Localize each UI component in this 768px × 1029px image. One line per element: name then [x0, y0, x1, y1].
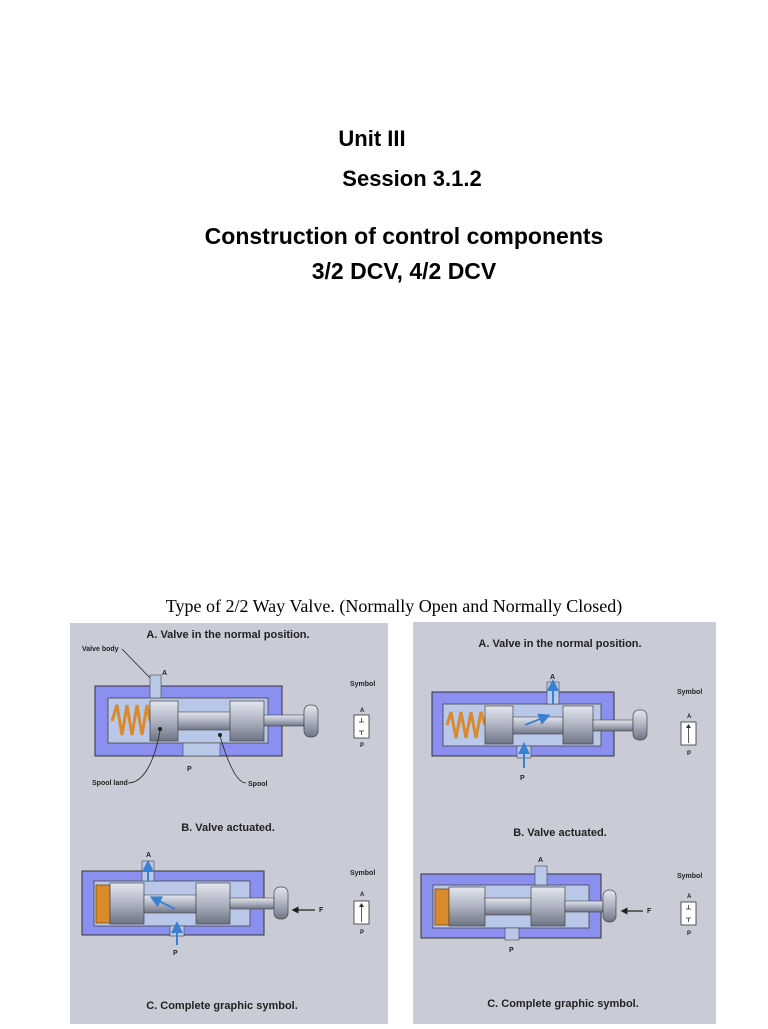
port-a-label: A	[550, 674, 556, 681]
symbol-open-icon	[354, 901, 369, 924]
valve-actuated	[82, 861, 315, 945]
symbol-label: Symbol	[677, 689, 703, 696]
valve-normal-position	[95, 675, 318, 756]
svg-text:P: P	[360, 743, 365, 749]
force-label: F	[319, 907, 324, 914]
symbol-open-icon	[681, 722, 696, 745]
normally-closed-valve-diagram	[413, 622, 716, 1024]
svg-text:A: A	[687, 714, 692, 720]
normally-open-valve-diagram	[70, 623, 388, 1024]
svg-text:Symbol: Symbol	[677, 873, 703, 880]
valve-actuated	[421, 866, 643, 940]
push-button	[304, 705, 318, 737]
section-b-label: B. Valve actuated.	[513, 827, 607, 839]
svg-text:P: P	[687, 751, 692, 757]
svg-text:A: A	[687, 894, 692, 900]
compressed-spring-icon	[96, 885, 110, 923]
svg-text:P: P	[509, 947, 514, 954]
spool-label: Spool	[248, 781, 268, 788]
symbol-closed-icon	[354, 715, 369, 738]
spool-land-label: Spool land	[92, 780, 128, 787]
svg-text:Symbol: Symbol	[350, 870, 376, 877]
svg-text:A: A	[146, 852, 152, 859]
section-c-label: C. Complete graphic symbol.	[487, 998, 639, 1010]
port-p-label: P	[520, 775, 525, 782]
symbol-closed-icon	[681, 902, 696, 925]
section-b-label: B. Valve actuated.	[181, 822, 275, 834]
figure-caption: Type of 2/2 Way Valve. (Normally Open and Normally Closed)	[165, 596, 623, 616]
valve-body-label: Valve body	[82, 646, 119, 653]
normally-open-valve-figure	[70, 623, 388, 1024]
svg-text:A: A	[360, 708, 365, 714]
section-c-label: C. Complete graphic symbol.	[146, 1000, 298, 1012]
compressed-spring-icon	[435, 889, 449, 925]
section-a-label: A. Valve in the normal position.	[146, 629, 310, 641]
svg-text:P: P	[173, 950, 178, 957]
unit-title: Unit III	[338, 126, 406, 151]
svg-text:P: P	[687, 931, 692, 937]
svg-text:P: P	[360, 930, 365, 936]
topic-title: Construction of control components	[204, 223, 604, 249]
session-title: Session 3.1.2	[342, 166, 482, 191]
svg-text:A: A	[538, 857, 544, 864]
normally-closed-valve-figure	[413, 622, 716, 1024]
port-a-label: A	[162, 670, 168, 677]
force-label: F	[647, 908, 652, 915]
symbol-label: Symbol	[350, 681, 376, 688]
port-p-label: P	[187, 766, 192, 773]
valve-normal-position	[432, 682, 647, 768]
section-a-label: A. Valve in the normal position.	[478, 638, 642, 650]
svg-text:A: A	[360, 892, 365, 898]
subtopic-title: 3/2 DCV, 4/2 DCV	[311, 258, 497, 284]
